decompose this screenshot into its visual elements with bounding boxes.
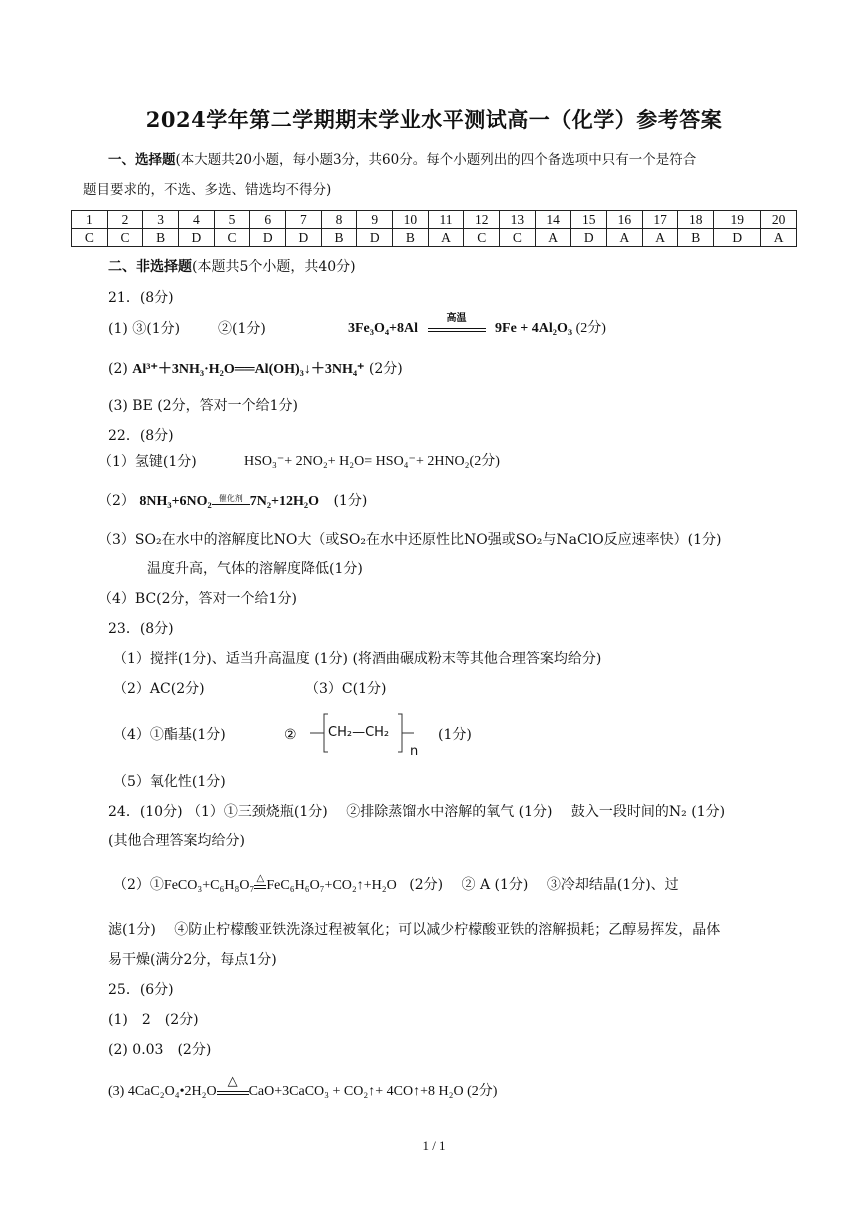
q24-part2: [113, 873, 679, 895]
q24-eq-arrow: [254, 873, 266, 889]
q22-eq-right: 7N₂+12H₂O: [249, 494, 320, 509]
answer-table-number-cell: 4: [179, 211, 215, 229]
answer-table-answer-cell: C: [72, 229, 108, 247]
q24-eq-left: FeCO₃+C₆H₈O₇: [163, 878, 255, 893]
answer-table-answer-cell: C: [500, 229, 536, 247]
answer-table-answer-cell: D: [357, 229, 393, 247]
equals-sign-icon: [428, 328, 486, 332]
answer-table-number-cell: 13: [500, 211, 536, 229]
answer-table-answer-cell: C: [464, 229, 500, 247]
answer-table-number-cell: 20: [761, 211, 797, 229]
q23-part3: （3）C(1分): [305, 681, 387, 697]
q22-part2: [98, 492, 367, 511]
answer-table-number-cell: 6: [250, 211, 286, 229]
answer-table-answer-row: [72, 229, 797, 247]
q21-eq-arrow: [428, 313, 486, 332]
answer-table-answer-cell: A: [428, 229, 464, 247]
page-number: 1 / 1: [422, 1138, 446, 1153]
q25-eq-arrow: [217, 1074, 249, 1095]
q23-part1: （1）搅拌(1分)、适当升高温度 (1分) (将酒曲碾成粉末等其他合理答案均给分): [113, 651, 602, 667]
q21-part2-score: (2分): [368, 361, 403, 377]
polymer-repeat-unit: CH₂—CH₂: [328, 725, 390, 740]
q25-eq-right: CaO+3CaCO₃ + CO₂↑+ 4CO↑+8 H₂O (2分): [248, 1084, 498, 1099]
q24-line2: (其他合理答案均给分): [108, 833, 245, 849]
equals-sign-icon: [217, 1091, 249, 1095]
answer-table-answer-cell: A: [642, 229, 678, 247]
answer-table-number-cell: 2: [107, 211, 143, 229]
answer-table-answer-cell: B: [393, 229, 429, 247]
answer-table-number-cell: 17: [642, 211, 678, 229]
answer-table-number-cell: 3: [143, 211, 179, 229]
q21-part1-a: (1) ③(1分): [108, 321, 181, 337]
q23-part4-b: ②: [284, 727, 297, 743]
answer-table-answer-cell: D: [714, 229, 761, 247]
heat-triangle-icon: △: [227, 1074, 238, 1089]
q25-eq-left: (3) 4CaC₂O₄•2H₂O: [108, 1084, 217, 1099]
section2-heading: 二、非选择题: [108, 259, 192, 275]
answer-table-answer-cell: B: [321, 229, 357, 247]
answer-table-number-cell: 11: [428, 211, 464, 229]
q23-part4-score: (1分): [438, 727, 472, 743]
q22-part4: （4）BC(2分，答对一个给1分): [98, 591, 297, 607]
q25-part2: (2) 0.03 (2分): [108, 1042, 212, 1058]
answer-table-answer-cell: A: [607, 229, 643, 247]
section1-intro-line1: [108, 151, 696, 169]
section1-desc-line1: (本大题共20小题，每小题3分，共60分。每个小题列出的四个备选项中只有一个是符合: [175, 152, 697, 168]
answer-table-number-cell: 12: [464, 211, 500, 229]
answer-table-answer-cell: C: [214, 229, 250, 247]
answer-table-answer-cell: D: [571, 229, 607, 247]
q21-eq-right: 9Fe + 4Al₂O₃: [495, 321, 573, 336]
answer-table-answer-cell: B: [143, 229, 179, 247]
q22-header: 22．(8分): [108, 428, 174, 444]
q22-part2-score: (1分): [333, 493, 368, 509]
answer-table-answer-cell: A: [761, 229, 797, 247]
q24-part2-rest: (2分) ② A (1分) ③冷却结晶(1分)、过: [409, 877, 679, 893]
heat-triangle-icon: △: [256, 873, 265, 884]
q24-eq-right: FeC₆H₆O₇+CO₂↑+H₂O: [266, 878, 397, 893]
answer-table-number-cell: 8: [321, 211, 357, 229]
q22-part3-a: （3）SO₂在水中的溶解度比NO大（或SO₂在水中还原性比NO强或SO₂与NaClO反应速率快）(1分): [98, 532, 722, 548]
answer-table-number-cell: 1: [72, 211, 108, 229]
section2-desc: (本题共5个小题，共40分): [192, 259, 356, 275]
q22-part1-a: （1）氢键(1分): [98, 454, 197, 470]
q22-part2-label: （2）: [98, 493, 135, 509]
q22-eq-left: 8NH₃+6NO₂: [139, 494, 212, 509]
q23-header: 23．(8分): [108, 621, 174, 637]
q25-part3: [108, 1074, 498, 1101]
equals-sign-icon: [254, 885, 266, 889]
answer-table-answer-cell: B: [678, 229, 714, 247]
q25-header: 25．(6分): [108, 982, 174, 998]
answer-table-number-cell: 10: [393, 211, 429, 229]
answer-table-number-cell: 16: [607, 211, 643, 229]
q21-eq-condition: 高温: [446, 313, 467, 324]
q21-part2: [108, 360, 403, 379]
q21-eq-left: 3Fe₃O₄+8Al: [348, 321, 419, 336]
section1-desc-line2: 题目要求的，不选、多选、错选均不得分): [83, 182, 332, 198]
q24-line1: 24．(10分) （1）①三颈烧瓶(1分) ②排除蒸馏水中溶解的氧气 (1分) 鼓入一段时间的N₂ (1分): [108, 804, 726, 820]
answer-table-number-cell: 19: [714, 211, 761, 229]
page-title: 2024学年第二学期期末学业水平测试高一（化学）参考答案: [145, 107, 723, 132]
answer-table-number-row: [72, 211, 797, 229]
q24-line4: 滤(1分) ④防止柠檬酸亚铁洗涤过程被氧化；可以减少柠檬酸亚铁的溶解损耗；乙醇易挥发，晶体: [108, 922, 721, 938]
q24-part2-label: （2）①: [113, 877, 164, 893]
q21-eq-score: (2分): [575, 321, 606, 336]
q23-part2: （2）AC(2分): [113, 681, 205, 697]
q21-part2-equation: Al³⁺＋3NH₃·H₂O══Al(OH)₃↓＋3NH₄⁺: [132, 362, 365, 377]
answer-table: [71, 210, 797, 247]
q21-part1-equation: [348, 313, 606, 338]
q21-part1-b: ②(1分): [218, 321, 266, 337]
answer-table-number-cell: 14: [535, 211, 571, 229]
answer-table-answer-cell: C: [107, 229, 143, 247]
answer-table-answer-cell: D: [179, 229, 215, 247]
q21-part2-label: (2): [108, 361, 128, 377]
q23-part5: （5）氧化性(1分): [113, 774, 226, 790]
section1-heading: 一、选择题: [108, 152, 176, 168]
q22-part3-b: 温度升高，气体的溶解度降低(1分): [147, 561, 363, 577]
answer-table-number-cell: 5: [214, 211, 250, 229]
answer-table-number-cell: 9: [357, 211, 393, 229]
q22-part1-b: HSO₃⁻+ 2NO₂+ H₂O= HSO₄⁻+ 2HNO₂(2分): [244, 454, 500, 469]
q21-header: 21．(8分): [108, 290, 174, 306]
answer-table-number-cell: 15: [571, 211, 607, 229]
polymer-n: n: [410, 744, 419, 759]
polyethylene-structure: [310, 710, 420, 760]
answer-table-answer-cell: D: [250, 229, 286, 247]
q22-eq-condition: 催化剂: [218, 494, 243, 503]
q23-part4-a: （4）①酯基(1分): [113, 727, 226, 743]
section2-intro: [108, 258, 356, 276]
answer-table-answer-cell: D: [286, 229, 322, 247]
answer-table-answer-cell: A: [535, 229, 571, 247]
q21-part3: (3) BE (2分，答对一个给1分): [108, 398, 298, 414]
q22-eq-arrow: [212, 494, 250, 505]
answer-table-number-cell: 18: [678, 211, 714, 229]
q24-line5: 易干燥(满分2分，每点1分): [108, 952, 277, 968]
answer-table-number-cell: 7: [286, 211, 322, 229]
q25-part1: (1) 2 (2分): [108, 1012, 199, 1028]
